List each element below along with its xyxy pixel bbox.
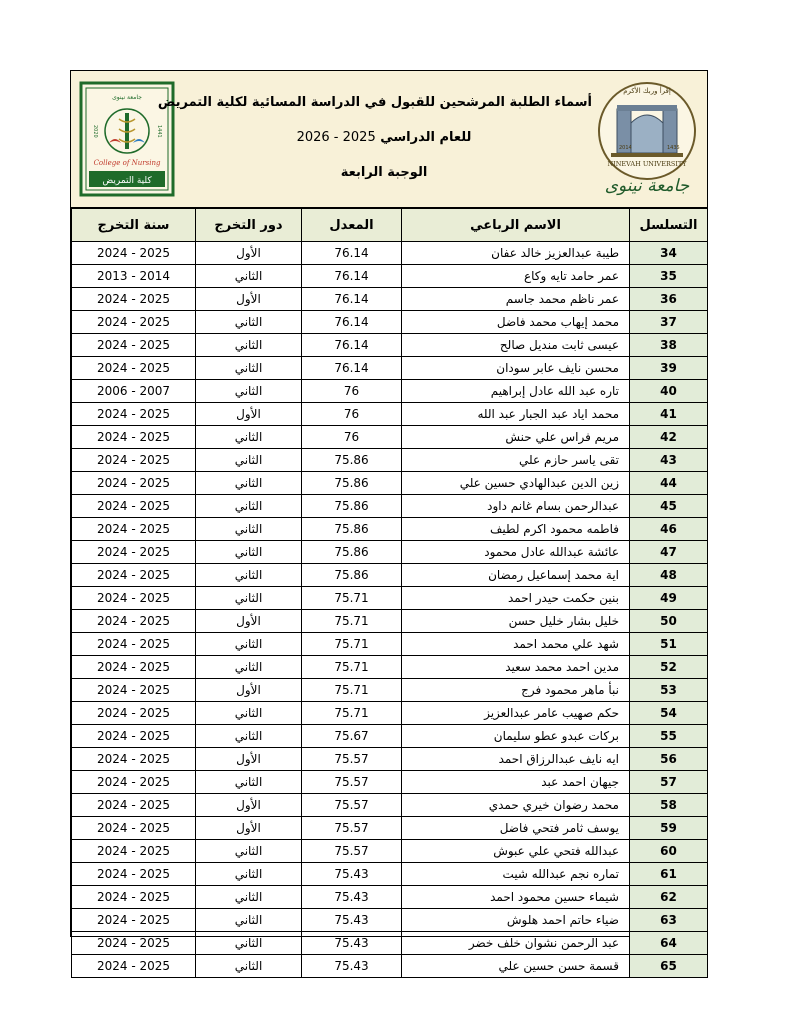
batch-label: الوجبة الرابعة bbox=[340, 165, 428, 180]
cell-serial: 37 bbox=[630, 311, 708, 334]
table-row bbox=[72, 610, 708, 633]
document-title: أسماء الطلبة المرشحين للقبول في الدراسة المسائية لكلية التمريض bbox=[157, 95, 592, 110]
cell-round: الأول bbox=[196, 242, 302, 265]
cell-average: 75.43 bbox=[302, 886, 402, 909]
cell-serial: 38 bbox=[630, 334, 708, 357]
cell-round: الأول bbox=[196, 288, 302, 311]
cell-grad-year: 2024 - 2025 bbox=[72, 909, 196, 932]
cell-name: بنين حكمت حيدر احمد bbox=[402, 587, 630, 610]
cell-name: محمد رضوان خيري حمدي bbox=[402, 794, 630, 817]
table-row bbox=[72, 909, 708, 932]
cell-serial: 61 bbox=[630, 863, 708, 886]
cell-name: عمر حامد تايه وكاع bbox=[402, 265, 630, 288]
svg-text:كلية التمريض: كلية التمريض bbox=[102, 176, 152, 186]
column-header-serial: التسلسل bbox=[630, 209, 708, 242]
cell-grad-year: 2024 - 2025 bbox=[72, 656, 196, 679]
cell-round: الأول bbox=[196, 679, 302, 702]
cell-name: حكم صهيب عامر عبدالعزيز bbox=[402, 702, 630, 725]
column-header-name: الاسم الرباعي bbox=[402, 209, 630, 242]
table-row bbox=[72, 748, 708, 771]
table-row bbox=[72, 265, 708, 288]
table-row bbox=[72, 794, 708, 817]
svg-text:جامعة نينوى: جامعة نينوى bbox=[604, 176, 690, 196]
svg-text:إقرأ وربك الأكرم: إقرأ وربك الأكرم bbox=[623, 87, 671, 95]
cell-grad-year: 2024 - 2025 bbox=[72, 495, 196, 518]
cell-name: اية محمد إسماعيل رمضان bbox=[402, 564, 630, 587]
cell-serial: 55 bbox=[630, 725, 708, 748]
cell-serial: 57 bbox=[630, 771, 708, 794]
candidates-table bbox=[71, 208, 708, 978]
cell-grad-year: 2024 - 2025 bbox=[72, 403, 196, 426]
cell-grad-year: 2024 - 2025 bbox=[72, 518, 196, 541]
svg-text:NINEVAH UNIVERSITY: NINEVAH UNIVERSITY bbox=[607, 160, 687, 168]
cell-round: الثاني bbox=[196, 518, 302, 541]
cell-average: 75.71 bbox=[302, 587, 402, 610]
cell-round: الثاني bbox=[196, 587, 302, 610]
table-row bbox=[72, 725, 708, 748]
cell-average: 76.14 bbox=[302, 265, 402, 288]
cell-name: ضياء حاتم احمد هلوش bbox=[402, 909, 630, 932]
table-row bbox=[72, 357, 708, 380]
cell-name: نبأ ماهر محمود فرج bbox=[402, 679, 630, 702]
cell-serial: 46 bbox=[630, 518, 708, 541]
cell-grad-year: 2024 - 2025 bbox=[72, 541, 196, 564]
cell-serial: 35 bbox=[630, 265, 708, 288]
cell-round: الثاني bbox=[196, 564, 302, 587]
cell-serial: 42 bbox=[630, 426, 708, 449]
cell-average: 75.57 bbox=[302, 794, 402, 817]
cell-average: 75.86 bbox=[302, 449, 402, 472]
cell-average: 75.57 bbox=[302, 840, 402, 863]
cell-average: 75.57 bbox=[302, 771, 402, 794]
cell-serial: 62 bbox=[630, 886, 708, 909]
cell-average: 75.86 bbox=[302, 541, 402, 564]
cell-average: 76 bbox=[302, 426, 402, 449]
column-header-round: دور التخرج bbox=[196, 209, 302, 242]
cell-serial: 52 bbox=[630, 656, 708, 679]
table-row bbox=[72, 541, 708, 564]
cell-serial: 39 bbox=[630, 357, 708, 380]
cell-round: الثاني bbox=[196, 311, 302, 334]
cell-round: الثاني bbox=[196, 426, 302, 449]
cell-name: تماره نجم عبدالله شيت bbox=[402, 863, 630, 886]
column-header-grad-year: سنة التخرج bbox=[72, 209, 196, 242]
cell-round: الثاني bbox=[196, 725, 302, 748]
cell-name: ايه نايف عبدالرزاق احمد bbox=[402, 748, 630, 771]
cell-grad-year: 2024 - 2025 bbox=[72, 748, 196, 771]
cell-grad-year: 2024 - 2025 bbox=[72, 311, 196, 334]
table-row bbox=[72, 771, 708, 794]
table-row bbox=[72, 886, 708, 909]
cell-average: 75.57 bbox=[302, 817, 402, 840]
cell-grad-year: 2006 - 2007 bbox=[72, 380, 196, 403]
table-row bbox=[72, 472, 708, 495]
cell-average: 75.71 bbox=[302, 610, 402, 633]
cell-grad-year: 2024 - 2025 bbox=[72, 886, 196, 909]
cell-round: الثاني bbox=[196, 840, 302, 863]
cell-name: يوسف ثامر فتحي فاضل bbox=[402, 817, 630, 840]
cell-grad-year: 2024 - 2025 bbox=[72, 610, 196, 633]
cell-serial: 63 bbox=[630, 909, 708, 932]
cell-grad-year: 2024 - 2025 bbox=[72, 817, 196, 840]
cell-average: 75.71 bbox=[302, 633, 402, 656]
cell-grad-year: 2024 - 2025 bbox=[72, 863, 196, 886]
cell-grad-year: 2024 - 2025 bbox=[72, 587, 196, 610]
cell-name: عمر ناظم محمد جاسم bbox=[402, 288, 630, 311]
cell-grad-year: 2024 - 2025 bbox=[72, 288, 196, 311]
cell-average: 75.71 bbox=[302, 656, 402, 679]
svg-text:College of Nursing: College of Nursing bbox=[93, 159, 161, 167]
academic-year bbox=[176, 128, 592, 147]
svg-text:1435: 1435 bbox=[667, 145, 680, 151]
cell-average: 75.57 bbox=[302, 748, 402, 771]
cell-round: الثاني bbox=[196, 541, 302, 564]
cell-grad-year: 2024 - 2025 bbox=[72, 840, 196, 863]
cell-name: محمد اياد عبد الجبار عبد الله bbox=[402, 403, 630, 426]
cell-name: جيهان احمد عبد bbox=[402, 771, 630, 794]
cell-round: الثاني bbox=[196, 656, 302, 679]
svg-text:2020: 2020 bbox=[92, 125, 98, 138]
cell-round: الثاني bbox=[196, 472, 302, 495]
document-header bbox=[71, 71, 707, 208]
cell-round: الثاني bbox=[196, 771, 302, 794]
table-row bbox=[72, 587, 708, 610]
cell-average: 76.14 bbox=[302, 288, 402, 311]
cell-round: الثاني bbox=[196, 357, 302, 380]
cell-serial: 54 bbox=[630, 702, 708, 725]
cell-grad-year: 2024 - 2025 bbox=[72, 932, 196, 955]
cell-name: مريم فراس علي حنش bbox=[402, 426, 630, 449]
cell-serial: 59 bbox=[630, 817, 708, 840]
cell-name: محسن نايف عابر سودان bbox=[402, 357, 630, 380]
table-row bbox=[72, 495, 708, 518]
cell-serial: 56 bbox=[630, 748, 708, 771]
cell-round: الأول bbox=[196, 610, 302, 633]
cell-serial: 48 bbox=[630, 564, 708, 587]
cell-average: 76 bbox=[302, 403, 402, 426]
cell-round: الثاني bbox=[196, 449, 302, 472]
cell-name: شيماء حسين محمود احمد bbox=[402, 886, 630, 909]
cell-average: 75.86 bbox=[302, 495, 402, 518]
cell-round: الثاني bbox=[196, 909, 302, 932]
table-row bbox=[72, 955, 708, 978]
table-row bbox=[72, 311, 708, 334]
cell-name: زين الدين عبدالهادي حسين علي bbox=[402, 472, 630, 495]
cell-serial: 41 bbox=[630, 403, 708, 426]
cell-grad-year: 2024 - 2025 bbox=[72, 702, 196, 725]
cell-grad-year: 2024 - 2025 bbox=[72, 357, 196, 380]
cell-round: الثاني bbox=[196, 495, 302, 518]
table-row bbox=[72, 242, 708, 265]
cell-name: شهد علي محمد احمد bbox=[402, 633, 630, 656]
cell-grad-year: 2024 - 2025 bbox=[72, 955, 196, 978]
cell-serial: 45 bbox=[630, 495, 708, 518]
cell-serial: 51 bbox=[630, 633, 708, 656]
table-row bbox=[72, 380, 708, 403]
cell-name: طيبة عبدالعزيز خالد عفان bbox=[402, 242, 630, 265]
cell-average: 75.43 bbox=[302, 955, 402, 978]
table-row bbox=[72, 518, 708, 541]
cell-round: الثاني bbox=[196, 863, 302, 886]
cell-serial: 43 bbox=[630, 449, 708, 472]
table-row bbox=[72, 656, 708, 679]
cell-average: 76 bbox=[302, 380, 402, 403]
table-row bbox=[72, 633, 708, 656]
svg-text:جامعة نينوى: جامعة نينوى bbox=[112, 94, 142, 101]
academic-year-value: 2025 - 2026 bbox=[296, 130, 376, 145]
cell-grad-year: 2024 - 2025 bbox=[72, 771, 196, 794]
table-row bbox=[72, 288, 708, 311]
cell-average: 75.71 bbox=[302, 702, 402, 725]
cell-name: عبدالله فتحي علي عبوش bbox=[402, 840, 630, 863]
cell-average: 75.71 bbox=[302, 679, 402, 702]
cell-round: الثاني bbox=[196, 265, 302, 288]
cell-name: عبدالرحمن بسام غانم داود bbox=[402, 495, 630, 518]
svg-text:2014: 2014 bbox=[619, 145, 632, 151]
cell-serial: 40 bbox=[630, 380, 708, 403]
cell-round: الثاني bbox=[196, 955, 302, 978]
cell-serial: 34 bbox=[630, 242, 708, 265]
cell-serial: 36 bbox=[630, 288, 708, 311]
cell-average: 75.86 bbox=[302, 564, 402, 587]
cell-average: 75.43 bbox=[302, 909, 402, 932]
cell-name: بركات عبدو عطو سليمان bbox=[402, 725, 630, 748]
cell-average: 75.67 bbox=[302, 725, 402, 748]
svg-text:1441: 1441 bbox=[156, 125, 162, 138]
cell-round: الأول bbox=[196, 748, 302, 771]
cell-grad-year: 2024 - 2025 bbox=[72, 449, 196, 472]
cell-name: عائشة عبدالله عادل محمود bbox=[402, 541, 630, 564]
cell-round: الأول bbox=[196, 817, 302, 840]
cell-serial: 47 bbox=[630, 541, 708, 564]
table-row bbox=[72, 817, 708, 840]
table-row bbox=[72, 426, 708, 449]
cell-name: فاطمه محمود اكرم لطيف bbox=[402, 518, 630, 541]
cell-average: 75.43 bbox=[302, 863, 402, 886]
cell-average: 75.86 bbox=[302, 472, 402, 495]
cell-grad-year: 2024 - 2025 bbox=[72, 472, 196, 495]
cell-serial: 64 bbox=[630, 932, 708, 955]
table-row bbox=[72, 932, 708, 955]
table-row bbox=[72, 564, 708, 587]
cell-grad-year: 2024 - 2025 bbox=[72, 426, 196, 449]
cell-round: الثاني bbox=[196, 886, 302, 909]
cell-round: الثاني bbox=[196, 633, 302, 656]
cell-average: 76.14 bbox=[302, 242, 402, 265]
cell-grad-year: 2013 - 2014 bbox=[72, 265, 196, 288]
table-header-row bbox=[72, 209, 708, 242]
cell-round: الثاني bbox=[196, 334, 302, 357]
cell-serial: 58 bbox=[630, 794, 708, 817]
cell-average: 75.86 bbox=[302, 518, 402, 541]
cell-round: الأول bbox=[196, 794, 302, 817]
cell-serial: 60 bbox=[630, 840, 708, 863]
cell-grad-year: 2024 - 2025 bbox=[72, 242, 196, 265]
cell-name: محمد إيهاب محمد فاضل bbox=[402, 311, 630, 334]
table-row bbox=[72, 449, 708, 472]
cell-name: تاره عبد الله عادل إبراهيم bbox=[402, 380, 630, 403]
table-row bbox=[72, 863, 708, 886]
cell-round: الأول bbox=[196, 403, 302, 426]
cell-name: خليل بشار خليل حسن bbox=[402, 610, 630, 633]
cell-average: 75.43 bbox=[302, 932, 402, 955]
cell-name: مدين احمد محمد سعيد bbox=[402, 656, 630, 679]
table-row bbox=[72, 403, 708, 426]
cell-name: قسمة حسن حسين علي bbox=[402, 955, 630, 978]
cell-average: 76.14 bbox=[302, 311, 402, 334]
table-row bbox=[72, 702, 708, 725]
university-gate-seal-icon bbox=[593, 77, 701, 201]
cell-round: الثاني bbox=[196, 702, 302, 725]
cell-average: 76.14 bbox=[302, 357, 402, 380]
table-row bbox=[72, 334, 708, 357]
cell-name: عبد الرحمن نشوان خلف خضر bbox=[402, 932, 630, 955]
cell-name: عيسى ثابت منديل صالح bbox=[402, 334, 630, 357]
table-body bbox=[72, 242, 708, 978]
cell-grad-year: 2024 - 2025 bbox=[72, 794, 196, 817]
document-sheet bbox=[70, 70, 708, 973]
academic-year-label: للعام الدراسي bbox=[380, 130, 472, 145]
cell-round: الثاني bbox=[196, 380, 302, 403]
cell-serial: 65 bbox=[630, 955, 708, 978]
table-row bbox=[72, 679, 708, 702]
cell-serial: 44 bbox=[630, 472, 708, 495]
cell-grad-year: 2024 - 2025 bbox=[72, 725, 196, 748]
cell-serial: 49 bbox=[630, 587, 708, 610]
column-header-average: المعدل bbox=[302, 209, 402, 242]
cell-serial: 50 bbox=[630, 610, 708, 633]
cell-round: الثاني bbox=[196, 932, 302, 955]
cell-name: تقى ياسر حازم علي bbox=[402, 449, 630, 472]
cell-grad-year: 2024 - 2025 bbox=[72, 334, 196, 357]
cell-serial: 53 bbox=[630, 679, 708, 702]
cell-grad-year: 2024 - 2025 bbox=[72, 633, 196, 656]
table-row bbox=[72, 840, 708, 863]
cell-grad-year: 2024 - 2025 bbox=[72, 564, 196, 587]
cell-average: 76.14 bbox=[302, 334, 402, 357]
cell-grad-year: 2024 - 2025 bbox=[72, 679, 196, 702]
